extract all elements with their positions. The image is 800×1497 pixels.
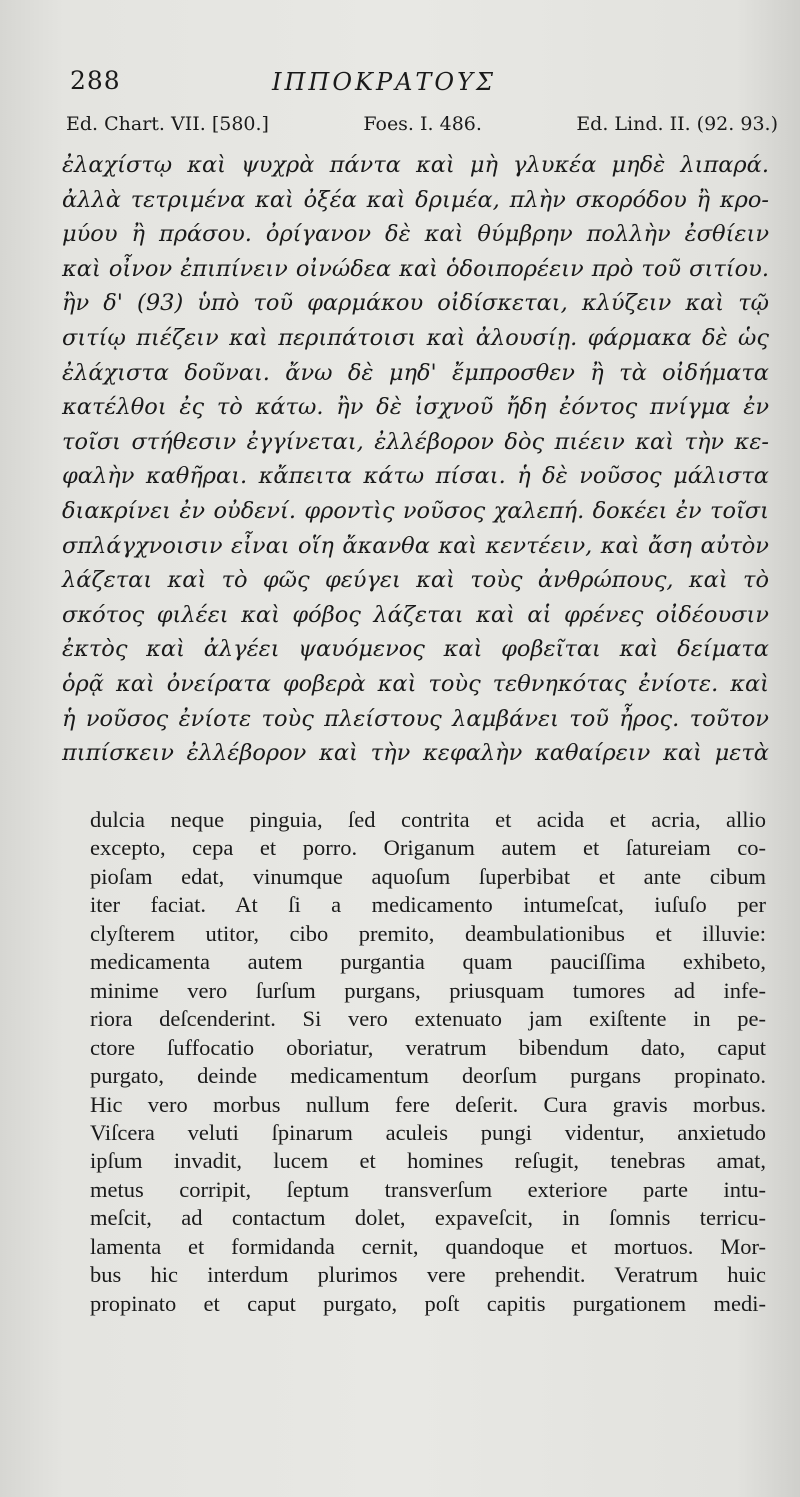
greek-line: σκότος φιλέει καὶ φόβος λάζεται καὶ αἱ φρένες οἰδέουσιν: [62, 601, 769, 628]
latin-line: excepto, cepa et porro. Origanum autem et ſatureiam co-: [90, 835, 766, 861]
latin-translation-block: [90, 806, 766, 1318]
latin-line: iter faciat. At ſi a medicamento intumeſcat, iuſuſo per: [90, 892, 766, 918]
latin-line: ipſum invadit, lucem et homines reſugit, tenebras amat,: [90, 1148, 766, 1174]
latin-line: bus hic interdum plurimos vere prehendit. Veratrum huic: [90, 1262, 766, 1288]
greek-line: φαλὴν καθῆραι. κἄπειτα κάτω πίσαι. ἡ δὲ νοῦσος μάλιστα: [62, 463, 769, 490]
greek-line: ἐλάχιστα δοῦναι. ἄνω δὲ μηδ' ἔμπροσθεν ἢ τὰ οἰδήματα: [62, 359, 769, 386]
greek-line: τοῖσι στήθεσιν ἐγγίνεται, ἐλλέβορον δὸς πιέειν καὶ τὴν κε-: [62, 428, 769, 455]
greek-line: ἐλαχίστῳ καὶ ψυχρὰ πάντα καὶ μὴ γλυκέα μηδὲ λιπαρά.: [62, 152, 769, 178]
greek-line: ἢν δ' (93) ὑπὸ τοῦ φαρμάκου οἰδίσκεται, κλύζειν καὶ τῷ: [62, 290, 769, 317]
page-number: 288: [70, 66, 121, 95]
edition-ref-linden: Ed. Lind. II. (92. 93.): [576, 113, 778, 135]
edition-ref-foes: Foes. I. 486.: [363, 113, 482, 135]
latin-line: Hic vero morbus nullum fere deſerit. Cura gravis morbus.: [90, 1091, 766, 1117]
page-header: [62, 66, 770, 106]
latin-line: riora deſcenderint. Si vero extenuato jam exiſtente in pe-: [90, 1006, 766, 1032]
greek-line: ἡ νοῦσος ἐνίοτε τοὺς πλείστους λαμβάνει τοῦ ἦρος. τοῦτον: [62, 705, 769, 732]
latin-line: pioſam edat, vinumque aquoſum ſuperbibat et ante cibum: [90, 863, 766, 889]
running-title: ΙΠΠΟΚΡΑΤΟΥΣ: [272, 68, 496, 96]
greek-text-block: [62, 148, 769, 771]
latin-line: medicamenta autem purgantia quam pauciſſima exhibeto,: [90, 949, 766, 975]
edition-references: [66, 113, 786, 135]
edition-ref-chartier: Ed. Chart. VII. [580.]: [66, 113, 269, 135]
greek-line: σιτίῳ πιέζειν καὶ περιπάτοισι καὶ ἀλουσίῃ. φάρμακα δὲ ὡς: [62, 324, 769, 351]
latin-line: metus corripit, ſeptum transverſum exteriore parte intu-: [90, 1176, 766, 1202]
greek-line: ἀλλὰ τετριμένα καὶ ὀξέα καὶ δριμέα, πλὴν σκορόδου ἢ κρο-: [62, 186, 769, 213]
greek-line: σπλάγχνοισιν εἶναι οἵη ἄκανθα καὶ κεντέειν, καὶ ἄση αὐτὸν: [62, 532, 769, 559]
greek-line: διακρίνει ἐν οὐδενί. φροντὶς νοῦσος χαλεπή. δοκέει ἐν τοῖσι: [62, 497, 769, 524]
latin-line: purgato, deinde medicamentum deorſum purgans propinato.: [90, 1063, 766, 1089]
latin-line: dulcia neque pinguia, ſed contrita et acida et acria, allio: [90, 807, 766, 832]
greek-line: ὁρᾷ καὶ ὀνείρατα φοβερὰ καὶ τοὺς τεθνηκότας ἐνίοτε. καὶ: [62, 670, 769, 697]
latin-line: minime vero ſurſum purgans, priusquam tumores ad infe-: [90, 977, 766, 1003]
greek-line: καὶ οἶνον ἐπιπίνειν οἰνώδεα καὶ ὁδοιπορέειν πρὸ τοῦ σιτίου.: [62, 255, 769, 282]
greek-line: μύου ἢ πράσου. ὀρίγανον δὲ καὶ θύμβρην πολλὴν ἐσθίειν: [62, 221, 769, 248]
latin-line: lamenta et formidanda cernit, quandoque et mortuos. Mor-: [90, 1233, 766, 1259]
greek-line: πιπίσκειν ἐλλέβορον καὶ τὴν κεφαλὴν καθαίρειν καὶ μετὰ: [62, 740, 769, 767]
latin-line: clyſterem utitor, cibo premito, deambulationibus et illuvie:: [90, 920, 766, 946]
greek-line: κατέλθοι ἐς τὸ κάτω. ἢν δὲ ἰσχνοῦ ἤδη ἐόντος πνίγμα ἐν: [62, 394, 769, 421]
latin-line: propinato et caput purgato, poſt capitis purgationem medi-: [90, 1290, 766, 1316]
latin-line: ctore ſuffocatio oboriatur, veratrum bibendum dato, caput: [90, 1034, 766, 1060]
greek-line: λάζεται καὶ τὸ φῶς φεύγει καὶ τοὺς ἀνθρώπους, καὶ τὸ: [62, 567, 769, 594]
latin-line: meſcit, ad contactum dolet, expaveſcit, in ſomnis terricu-: [90, 1205, 766, 1231]
latin-line: Viſcera veluti ſpinarum aculeis pungi videntur, anxietudo: [90, 1119, 766, 1145]
greek-line: ἐκτὸς καὶ ἀλγέει ψαυόμενος καὶ φοβεῖται καὶ δείματα: [62, 636, 769, 663]
